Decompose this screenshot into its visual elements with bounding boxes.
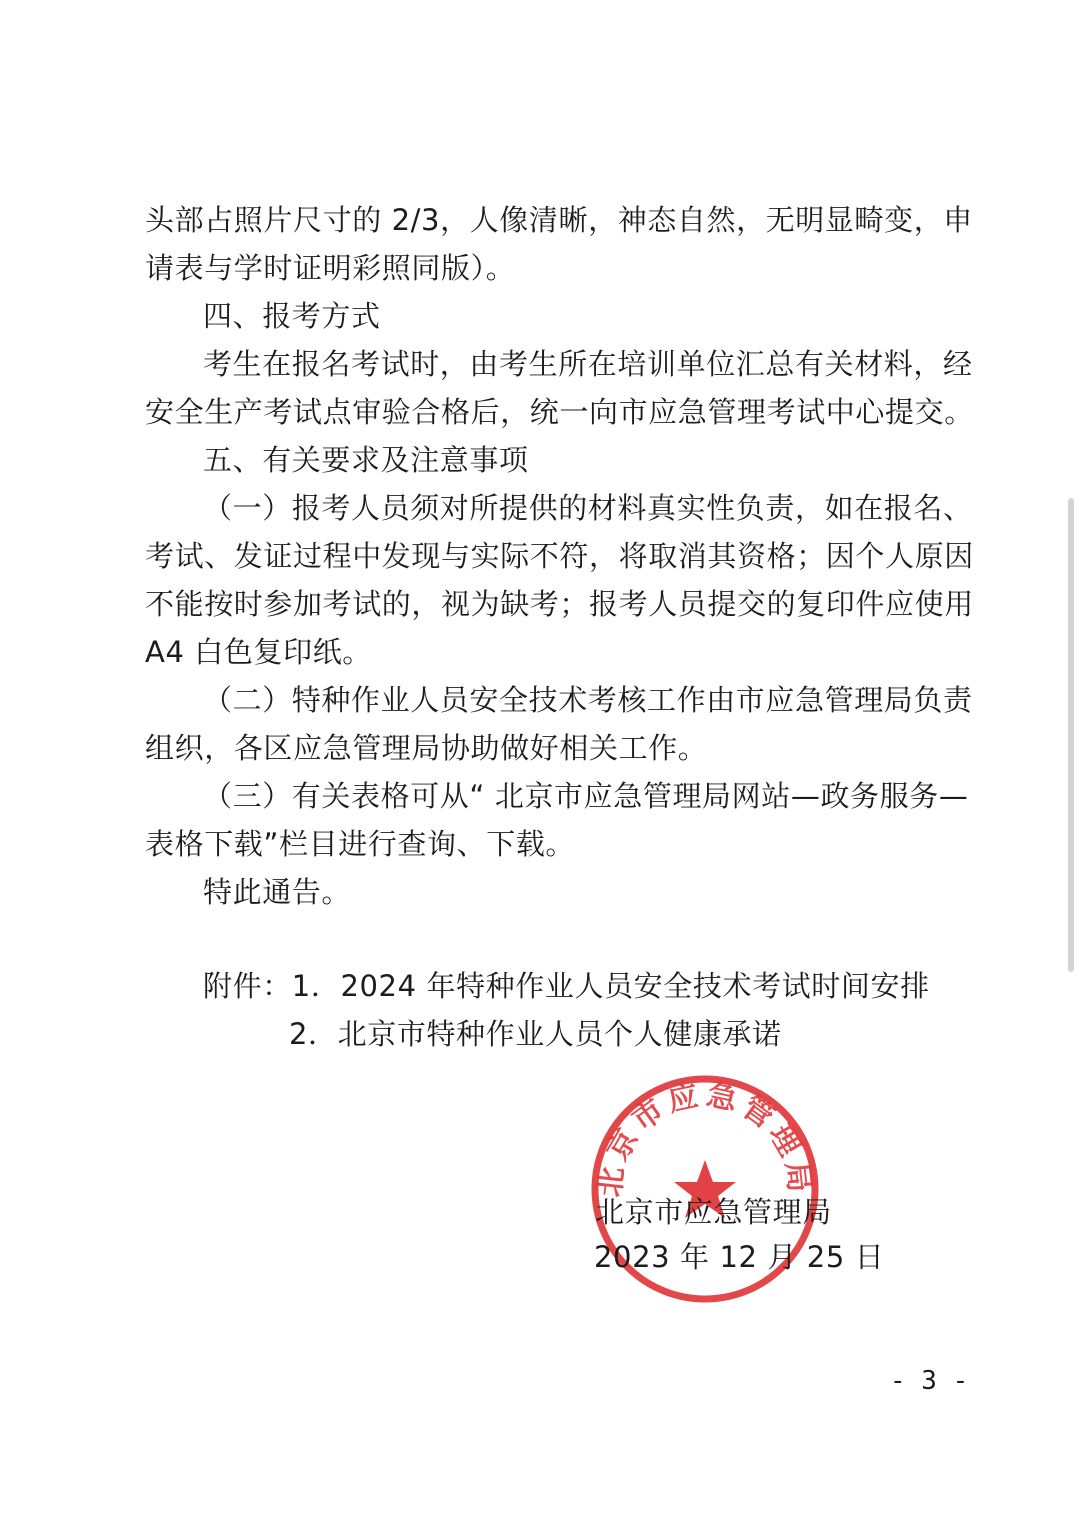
closing-text: 特此通告。	[203, 875, 352, 909]
signature-organization: 北京市应急管理局	[595, 1195, 832, 1229]
item-3-line-2: 表格下载”栏目进行查询、下载。	[145, 827, 576, 861]
item-2-line-1: （二）特种作业人员安全技术考核工作由市应急管理局负责	[203, 683, 973, 717]
signature-date: 2023 年 12 月 25 日	[594, 1240, 885, 1274]
item-1-line-1: （一）报考人员须对所提供的材料真实性负责，如在报名、	[203, 491, 973, 525]
item-1-line-2: 考试、发证过程中发现与实际不符，将取消其资格；因个人原因	[145, 539, 974, 573]
item-3-line-1: （三）有关表格可从“ 北京市应急管理局网站—政务服务—	[203, 779, 969, 813]
item-1-line-3: 不能按时参加考试的，视为缺考；报考人员提交的复印件应使用	[145, 587, 974, 621]
section-4-heading: 四、报考方式	[203, 299, 381, 333]
attachment-line-1: 附件：1．2024 年特种作业人员安全技术考试时间安排	[203, 969, 930, 1003]
attachment-line-2: 2．北京市特种作业人员个人健康承诺	[289, 1017, 782, 1051]
section-4-line-1: 考生在报名考试时，由考生所在培训单位汇总有关材料，经	[203, 347, 973, 381]
svg-text:北京市应急管理局: 北京市应急管理局	[592, 1077, 818, 1199]
photo-requirement-line-2: 请表与学时证明彩照同版）。	[145, 251, 516, 285]
photo-requirement-line-1: 头部占照片尺寸的 2/3，人像清晰，神态自然，无明显畸变，申	[145, 203, 973, 237]
section-5-heading: 五、有关要求及注意事项	[203, 443, 529, 477]
page-number: - 3 -	[890, 1366, 969, 1396]
item-1-line-4: A4 白色复印纸。	[145, 635, 372, 669]
vertical-scrollbar[interactable]	[1068, 498, 1074, 972]
section-4-line-2: 安全生产考试点审验合格后，统一向市应急管理考试中心提交。	[145, 395, 974, 429]
item-2-line-2: 组织，各区应急管理局协助做好相关工作。	[145, 731, 708, 765]
